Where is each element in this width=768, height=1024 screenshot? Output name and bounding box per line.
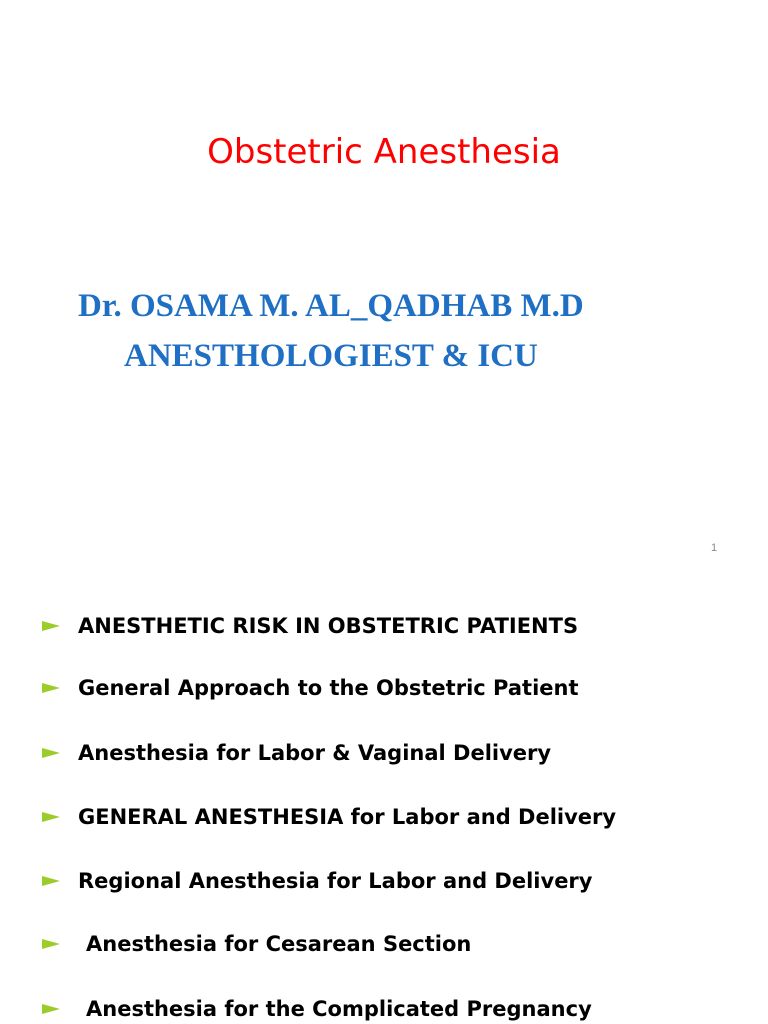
list-item-text: Regional Anesthesia for Labor and Delivery <box>78 869 593 893</box>
list-item <box>42 609 578 643</box>
arrow-bullet-icon <box>42 939 60 949</box>
author-role: ANESTHOLOGIEST & ICU <box>124 338 538 374</box>
list-item-text: ANESTHETIC RISK IN OBSTETRIC PATIENTS <box>78 614 579 638</box>
list-item <box>42 736 551 770</box>
list-item <box>42 992 592 1024</box>
page-number: 1 <box>711 542 718 554</box>
list-item <box>42 927 471 961</box>
list-item <box>42 800 616 834</box>
list-item-text: General Approach to the Obstetric Patient <box>78 676 579 700</box>
list-item-text: Anesthesia for the Complicated Pregnancy <box>86 997 592 1021</box>
arrow-bullet-icon <box>42 1004 60 1014</box>
arrow-bullet-icon <box>42 621 60 631</box>
arrow-bullet-icon <box>42 748 60 758</box>
arrow-bullet-icon <box>42 683 60 693</box>
arrow-bullet-icon <box>42 812 60 822</box>
list-item-text: GENERAL ANESTHESIA for Labor and Delivery <box>78 805 617 829</box>
list-item-text: Anesthesia for Cesarean Section <box>86 932 472 956</box>
list-item-text: Anesthesia for Labor & Vaginal Delivery <box>78 741 552 765</box>
list-item <box>42 671 579 705</box>
author-name: Dr. OSAMA M. AL_QADHAB M.D <box>78 288 584 324</box>
list-item <box>42 864 592 898</box>
slide-title: Obstetric Anesthesia <box>207 132 561 172</box>
arrow-bullet-icon <box>42 876 60 886</box>
